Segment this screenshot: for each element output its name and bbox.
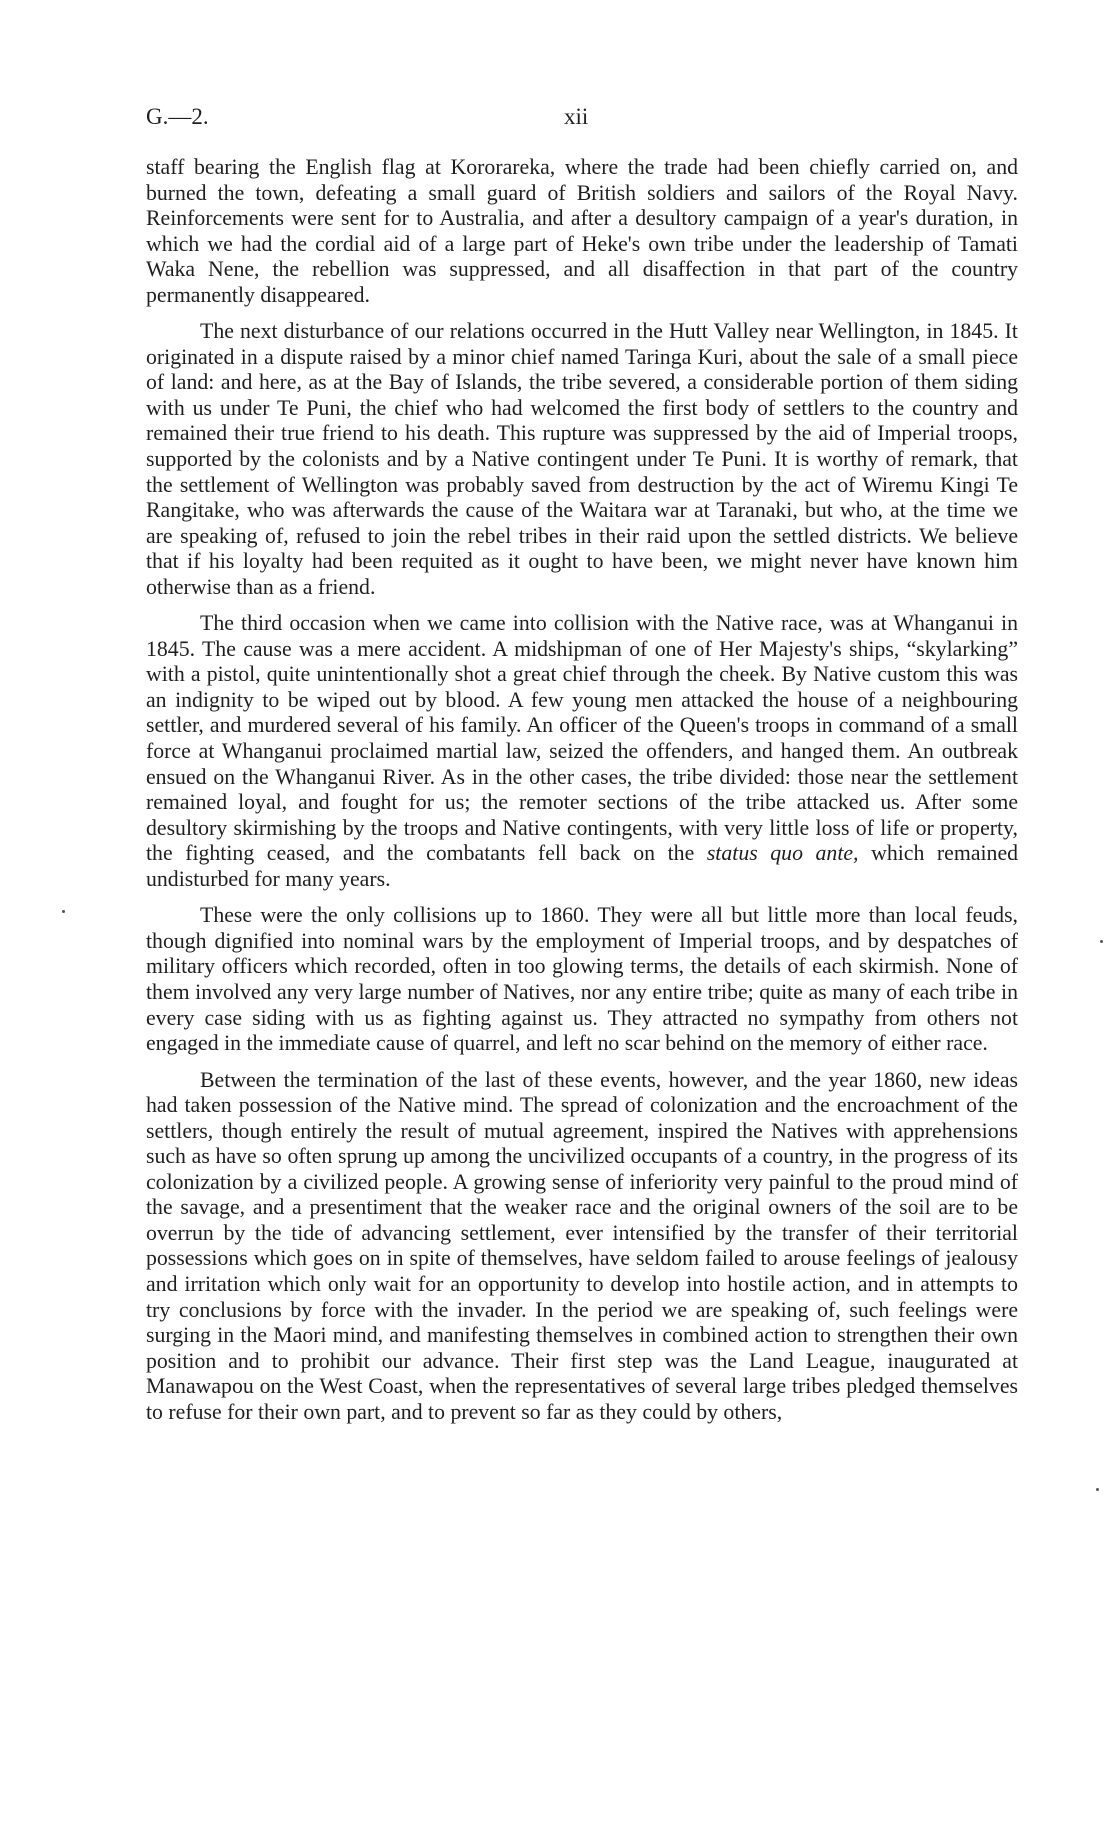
paragraph-1: staff bearing the English flag at Kororareka, where the trade had been chiefly carried on, and burned the town, defeating a small guard of British soldiers and sailors of the Royal Navy. Reinforcements were sent for to Australia, and after a desultory campaign of a year's duration, in which we had the cordial aid of a large part of Heke's own tribe under the leadership of Tamati Waka Nene, the rebellion was suppressed, and all disaffection in that part of the country permanently disappeared.	[146, 155, 1018, 307]
page-header	[146, 104, 1016, 138]
document-reference: G.—2.	[146, 104, 209, 129]
scan-speck	[1096, 1488, 1099, 1491]
paragraph-5: Between the termination of the last of these events, however, and the year 1860, new ideas had taken possession of the Native mind. The spread of colonization and the encroachment of the settlers, though entirely the result of mutual agreement, inspired the Natives with apprehensions such as have so often sprung up among the uncivilized occupants of a country, in the progress of its colonization by a civilized people. A growing sense of inferiority very painful to the proud mind of the savage, and a presentiment that the weaker race and the original owners of the soil are to be overrun by the tide of advancing settlement, ever intensified by the transfer of their territorial possessions which goes on in spite of themselves, have seldom failed to arouse feelings of jealousy and irritation which only wait for an opportunity to develop into hostile action, and in attempts to try conclusions by force with the invader. In the period we are speaking of, such feelings were surging in the Maori mind, and manifesting themselves in combined action to strengthen their own position and to prohibit our advance. Their first step was the Land League, inaugurated at Manawapou on the West Coast, when the representatives of several large tribes pledged themselves to refuse for their own part, and to prevent so far as they could by others,	[146, 1067, 1018, 1424]
paragraph-2: The next disturbance of our relations occurred in the Hutt Valley near Wellington, in 1845. It originated in a dispute raised by a minor chief named Taringa Kuri, about the sale of a small piece of land: and here, as at the Bay of Islands, the tribe severed, a considerable portion of them siding with us under Te Puni, the chief who had welcomed the first body of settlers to the country and remained their true friend to his death. This rupture was suppressed by the aid of Imperial troops, supported by the colonists and by a Native contingent under Te Puni. It is worthy of remark, that the settlement of Wellington was probably saved from destruction by the act of Wiremu Kingi Te Rangitake, who was afterwards the cause of the Waitara war at Taranaki, but who, at the time we are speaking of, refused to join the rebel tribes in their raid upon the settled districts. We believe that if his loyalty had been requited as it ought to have been, we might never have known him otherwise than as a friend.	[146, 319, 1018, 599]
paragraph-3-text-end: which remained undisturbed for many years.	[146, 841, 1019, 891]
body-text	[146, 155, 1018, 1425]
scan-speck	[1100, 940, 1103, 943]
paragraph-3	[146, 611, 1018, 892]
paragraph-3-text: The third occasion when we came into collision with the Native race, was at Whanganui in 1845. The cause was a mere accident. A midshipman of one of Her Majesty's ships, “skylarking” with a pistol, quite unintentionally shot a great chief through the cheek. By Native custom this was an indignity to be wiped out by blood. A few young men attacked the house of a neighbouring settler, and murdered several of his family. An officer of the Queen's troops in command of a small force at Whanganui proclaimed martial law, seized the offenders, and hanged them. An outbreak ensued on the Whanganui River. As in the other cases, the tribe divided: those near the settlement remained loyal, and fought for us; the remoter sections of the tribe attacked us. After some desultory skirmishing by the troops and Native contingents, with very little loss of life or property, the fighting ceased, and the combatants fell back on the	[146, 611, 1018, 866]
paragraph-4: These were the only collisions up to 1860. They were all but little more than local feuds, though dignified into nominal wars by the employment of Imperial troops, and by despatches of military officers which recorded, often in too glowing terms, the details of each skirmish. None of them involved any very large number of Natives, nor any entire tribe; quite as many of each tribe in every case siding with us as fighting against us. They attracted no sympathy from others not engaged in the immediate cause of quarrel, and left no scar behind on the memory of either race.	[146, 903, 1018, 1056]
page-number: xii	[564, 104, 589, 129]
latin-phrase: status quo ante,	[706, 841, 859, 866]
scan-speck	[62, 910, 65, 913]
